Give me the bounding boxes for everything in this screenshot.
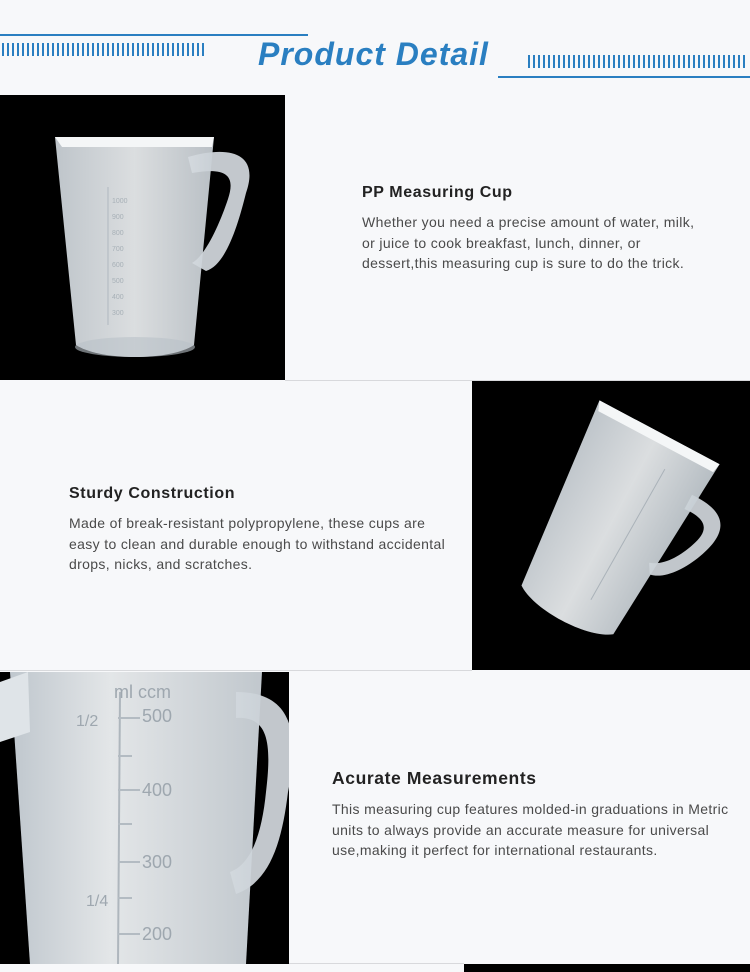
scale-label: 1000 <box>112 198 128 205</box>
scale-label: 1/4 <box>86 893 109 910</box>
scale-label: 300 <box>142 852 173 872</box>
scale-label: 800 <box>112 230 124 237</box>
tilted-measuring-cup-photo <box>472 381 750 670</box>
measuring-cup-closeup-photo <box>0 672 289 964</box>
header-hatch-left <box>2 43 204 56</box>
scale-label: 400 <box>112 294 124 301</box>
scale-label: 200 <box>142 924 173 944</box>
section-heading: Acurate Measurements <box>332 768 537 788</box>
scale-label: 500 <box>142 706 173 726</box>
scale-label: 600 <box>112 262 124 269</box>
divider <box>0 670 472 671</box>
header-hatch-right <box>528 55 748 68</box>
scale-label: 500 <box>112 278 124 285</box>
scale-label: 700 <box>112 246 124 253</box>
scale-label: 900 <box>112 214 124 221</box>
scale-label: 1/2 <box>76 713 99 730</box>
bottom-photo-edge <box>464 964 750 972</box>
scale-label: ml ccm <box>114 682 171 702</box>
section-heading: Sturdy Construction <box>69 485 236 502</box>
measuring-cup-photo <box>0 95 285 380</box>
section-body: Made of break-resistant polypropylene, these cups are easy to clean and durable enough to withstand accidental drops, nicks, and scratches. <box>69 515 446 572</box>
section-body: Whether you need a precise amount of water, milk, or juice to cook breakfast, lunch, dinner, or dessert,this measuring cup is sure to do the trick. <box>362 214 695 271</box>
section-body: This measuring cup features molded-in graduations in Metric units to always provide an accurate measure for universal use,making it perfect for international restaurants. <box>332 801 729 858</box>
section-sturdy-construction <box>69 485 449 575</box>
section-heading: PP Measuring Cup <box>362 184 513 201</box>
bottom-strip <box>0 964 464 972</box>
section-accurate-measurements <box>332 768 732 861</box>
scale-label: 400 <box>142 780 173 800</box>
page-title: Product Detail <box>258 36 489 72</box>
header-line-right <box>498 76 750 78</box>
header-banner <box>0 0 750 95</box>
section-pp-measuring-cup <box>362 184 702 274</box>
scale-label: 300 <box>112 310 124 317</box>
